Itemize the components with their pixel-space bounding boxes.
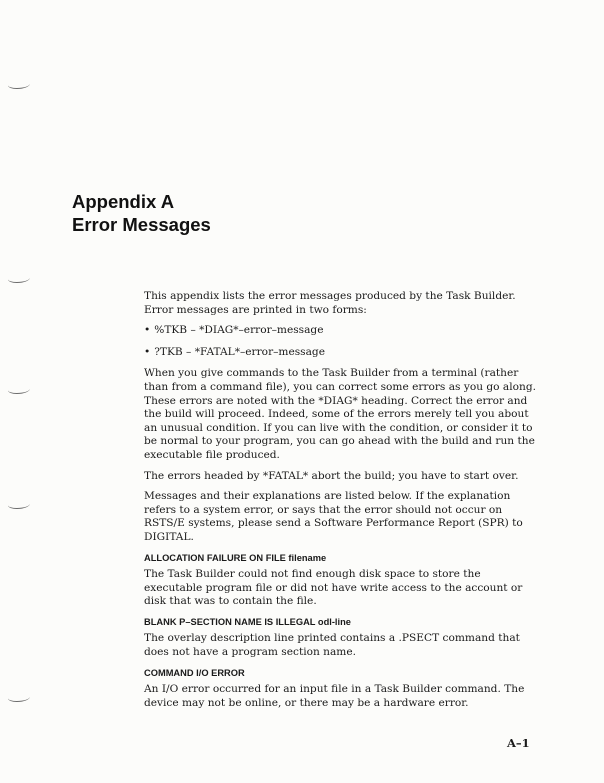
bullet-icon: • xyxy=(144,345,151,358)
paragraph-fatal: The errors headed by *FATAL* abort the build; you have to start over. xyxy=(144,469,519,482)
message-explanation: The Task Builder could not find enough disk space to store the executable program file or did not have write access to the account or disk that was to contain the file. xyxy=(144,568,523,608)
margin-mark xyxy=(8,80,30,89)
message-heading: COMMAND I/O ERROR xyxy=(144,667,245,678)
title-line-1: Appendix A xyxy=(72,191,175,212)
message-explanation: An I/O error occurred for an input file in a Task Builder command. The device may not be online, or there may be a hardware error. xyxy=(144,683,525,709)
margin-mark xyxy=(8,274,30,283)
message-heading: BLANK P–SECTION NAME IS ILLEGAL odl-line xyxy=(144,616,351,627)
form-text: %TKB – *DIAG*–error–message xyxy=(154,324,324,337)
bullet-icon: • xyxy=(144,324,151,337)
form-text: ?TKB – *FATAL*–error–message xyxy=(154,345,325,358)
paragraph-diag: When you give commands to the Task Builder from a terminal (rather than from a command file), you can correct some errors as you go along. These errors are noted with the *DIAG* heading. Correct the error and the build will proceed. Indeed, some of the errors merely tell you about an unusual condition. If you can live with the condition, or consider it to be normal to your program, you can go ahead with the build and run the executable file produced. xyxy=(144,367,536,461)
message-heading: ALLOCATION FAILURE ON FILE filename xyxy=(144,552,327,563)
margin-mark xyxy=(8,385,30,394)
margin-mark xyxy=(8,500,30,509)
page-number: A–1 xyxy=(507,736,530,750)
intro-paragraph: This appendix lists the error messages produced by the Task Builder. Error messages are printed in two forms: xyxy=(144,290,516,316)
page-title xyxy=(72,190,211,236)
margin-mark xyxy=(8,693,30,702)
paragraph-spr: Messages and their explanations are listed below. If the explanation refers to a system error, or says that the error should not occur on RSTS/E systems, please send a Software Performance Report (SPR) to DIGITAL. xyxy=(144,490,523,543)
title-line-2: Error Messages xyxy=(72,214,211,235)
body-text xyxy=(144,290,536,717)
message-explanation: The overlay description line printed contains a .PSECT command that does not have a program section name. xyxy=(144,632,520,659)
list-item xyxy=(144,324,536,338)
error-forms-list xyxy=(144,324,536,359)
list-item xyxy=(144,346,536,360)
